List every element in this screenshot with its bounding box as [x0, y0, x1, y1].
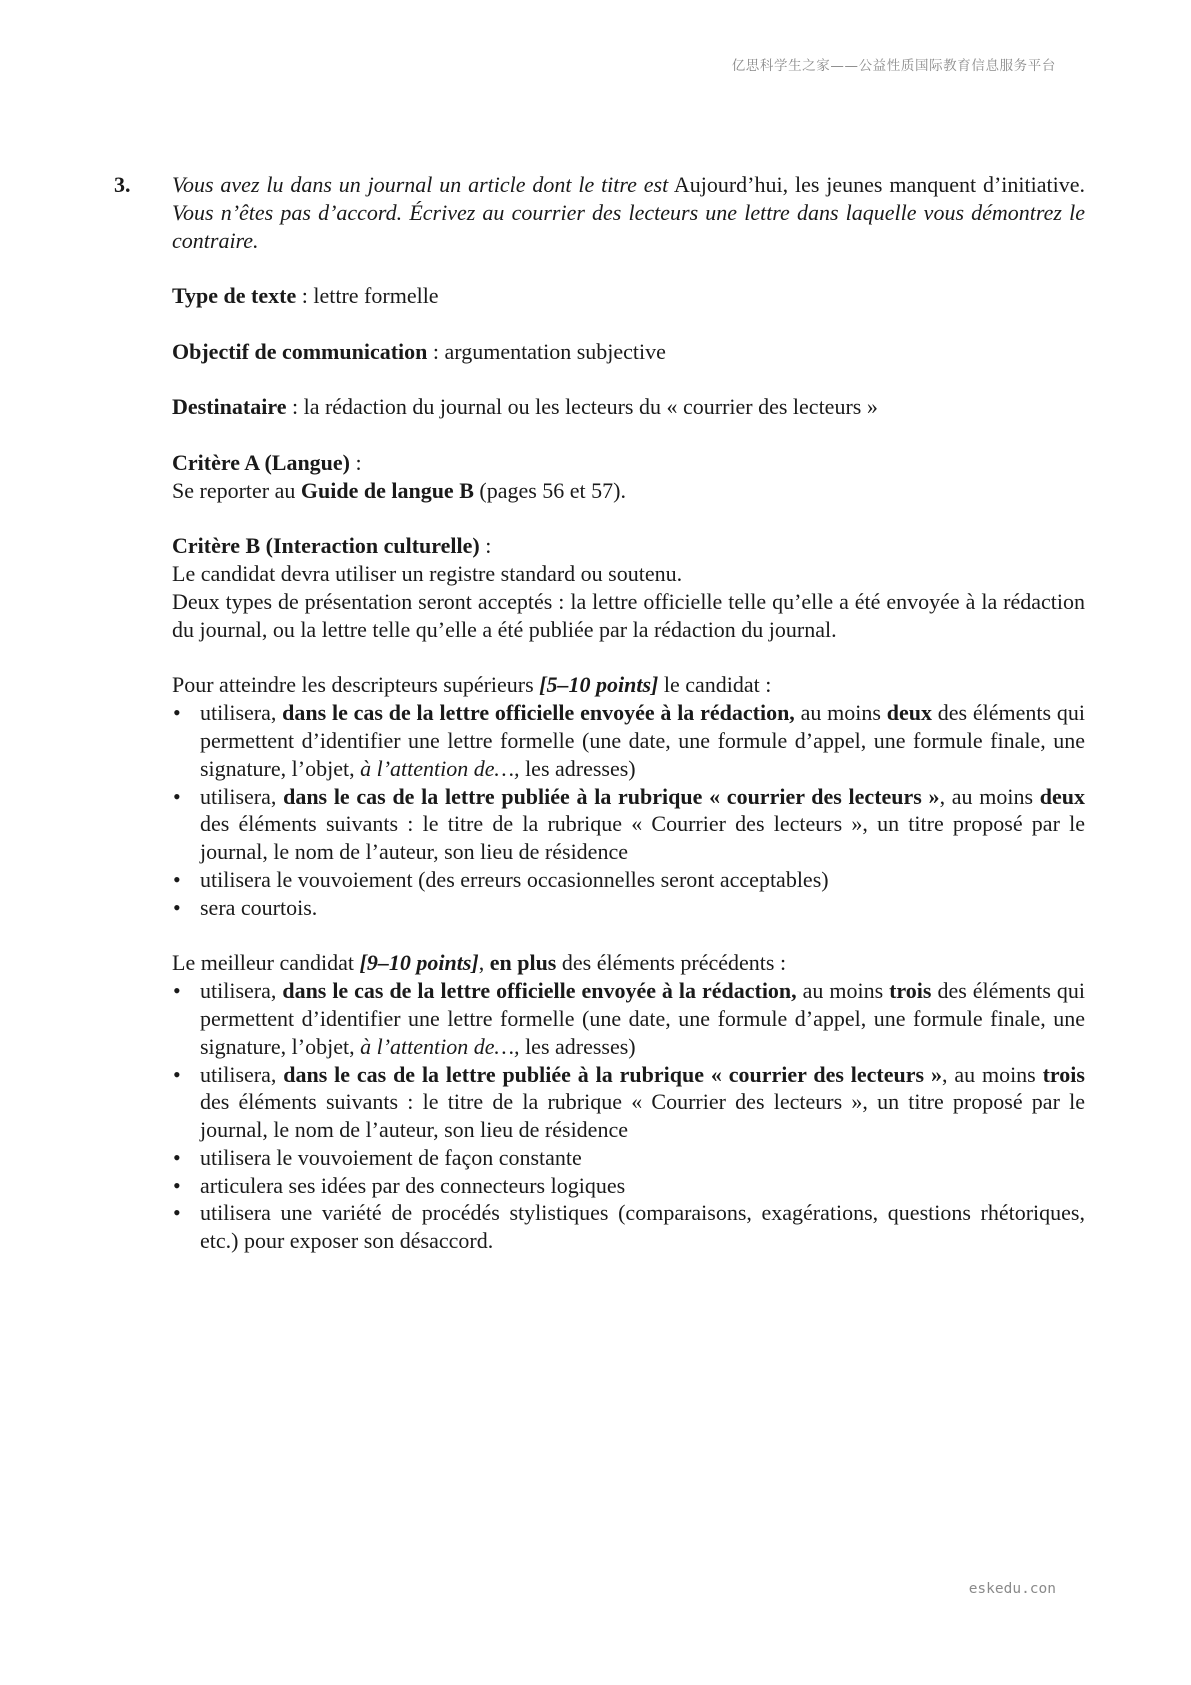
points-range: [5–10 points]: [539, 672, 659, 698]
objective-line: Objectif de communication : argumentation subjective: [172, 338, 666, 364]
language-guide-ref: Guide de langue B: [300, 477, 474, 503]
question-number: 3.: [114, 172, 131, 197]
criterion-a-text: Se reporter au Guide de langue B (pages 56 et 57).: [172, 477, 626, 503]
prompt-intro: Vous avez lu dans un journal un article dont le titre est: [172, 172, 669, 197]
list-item: • utilisera, dans le cas de la lettre publiée à la rubrique « courrier des lecteurs », au moins trois des éléments suivants : le titre de la rubrique « Courrier des lecteurs », un titre proposé par le journal, le nom de l’auteur, son lieu de résidence: [172, 1061, 1085, 1144]
criterion-b-line-1: Le candidat devra utiliser un registre standard ou soutenu.: [172, 561, 683, 587]
list-item: • utilisera le vouvoiement de façon constante: [172, 1144, 1085, 1172]
list-item: • utilisera, dans le cas de la lettre officielle envoyée à la rédaction, au moins deux des éléments qui permettent d’identifier une lettre formelle (une date, une formule d’appel, une formule finale, une signature, l’objet, à l’attention de…, les adresses): [172, 699, 1085, 782]
upper-descriptors-intro: Pour atteindre les descripteurs supérieurs [5–10 points] le candidat :: [172, 672, 772, 698]
list-item: • articulera ses idées par des connecteurs logiques: [172, 1172, 1085, 1200]
text-type-line: Type de texte : lettre formelle: [172, 283, 439, 309]
recipient-value: la rédaction du journal ou les lecteurs du « courrier des lecteurs »: [303, 394, 878, 420]
page-header: 亿思科学生之家——公益性质国际教育信息服务平台: [731, 58, 1056, 74]
objective-label: Objectif de communication: [172, 338, 428, 364]
criterion-b-heading: Critère B (Interaction culturelle) :: [172, 533, 492, 559]
page-footer: eskedu.con: [968, 1581, 1056, 1597]
prompt-task: Vous n’êtes pas d’accord. Écrivez au courrier des lecteurs une lettre dans laquelle vous démontrez le contraire.: [172, 199, 1085, 253]
question-body: [172, 171, 1085, 1283]
best-candidate-list: [172, 977, 1085, 1255]
recipient-line: Destinataire : la rédaction du journal ou les lecteurs du « courrier des lecteurs »: [172, 394, 878, 420]
question-prompt: [172, 171, 1085, 254]
list-item: • utilisera, dans le cas de la lettre officielle envoyée à la rédaction, au moins trois des éléments qui permettent d’identifier une lettre formelle (une date, une formule d’appel, une formule finale, une signature, l’objet, à l’attention de…, les adresses): [172, 977, 1085, 1060]
criterion-a-heading: Critère A (Langue) :: [172, 449, 362, 475]
list-item: • sera courtois.: [172, 894, 1085, 922]
article-title: Aujourd’hui, les jeunes manquent d’initiative.: [673, 172, 1085, 197]
objective-value: argumentation subjective: [444, 338, 666, 364]
list-item: • utilisera, dans le cas de la lettre publiée à la rubrique « courrier des lecteurs », au moins deux des éléments suivants : le titre de la rubrique « Courrier des lecteurs », un titre proposé par le journal, le nom de l’auteur, son lieu de résidence: [172, 783, 1085, 866]
text-type-label: Type de texte: [172, 283, 297, 309]
list-item: • utilisera une variété de procédés stylistiques (comparaisons, exagérations, questions rhétoriques, etc.) pour exposer son désaccord.: [172, 1199, 1085, 1255]
recipient-label: Destinataire: [172, 394, 287, 420]
criterion-b-line-2: Deux types de présentation seront acceptés : la lettre officielle telle qu’elle a été envoyée à la rédaction du journal, ou la lettre telle qu’elle a été publiée par la rédaction du journal.: [172, 588, 1085, 642]
best-candidate-intro: Le meilleur candidat [9–10 points], en plus des éléments précédents :: [172, 950, 787, 976]
list-item: • utilisera le vouvoiement (des erreurs occasionnelles seront acceptables): [172, 866, 1085, 894]
upper-descriptors-list: [172, 699, 1085, 921]
text-type-value: lettre formelle: [313, 283, 439, 309]
points-range: [9–10 points]: [359, 950, 479, 976]
